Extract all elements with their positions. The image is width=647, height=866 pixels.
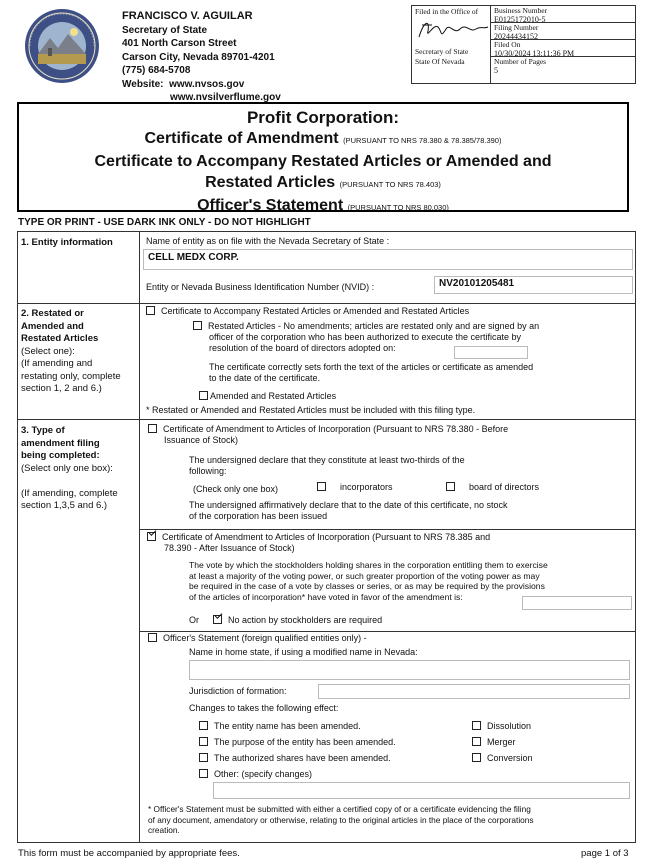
- filed-on-label: Filed On: [494, 40, 521, 49]
- amended-restated-checkbox[interactable]: [199, 391, 208, 400]
- title-line-2: Certificate of Amendment: [144, 130, 339, 147]
- row-divider-3: [139, 529, 636, 530]
- row-divider-1: [17, 303, 636, 304]
- before-issuance-checkbox[interactable]: [148, 424, 157, 433]
- section-1-label: 1. Entity information: [21, 237, 113, 248]
- section-3-labels: 3. Type of amendment filing being completed: (Select only one box): (If amending, complete section 1,3,5 and 6.): [21, 425, 118, 511]
- change-shares-checkbox[interactable]: [199, 753, 208, 762]
- change-name-checkbox[interactable]: [199, 721, 208, 730]
- after-issuance-checkbox[interactable]: [147, 532, 156, 541]
- title-line-2-note: (PURSUANT TO NRS 78.380 & 78.385/78.390): [343, 136, 502, 145]
- incorporators-option[interactable]: incorporators: [317, 482, 393, 493]
- filing-number-label: Filing Number: [494, 23, 539, 32]
- state-label: State Of Nevada: [415, 57, 465, 66]
- declare-text: The undersigned declare that they constitute at least two-thirds of the following:: [189, 455, 465, 476]
- form-title-box: [17, 102, 629, 212]
- no-action-checkbox[interactable]: [213, 615, 222, 624]
- officer-statement-option[interactable]: Officer's Statement (foreign qualified entities only) -: [148, 633, 367, 644]
- title-line-4-note: (PURSUANT TO NRS 78.403): [339, 180, 441, 189]
- check-only-one-text: (Check only one box): [193, 484, 279, 494]
- nevada-state-seal: [24, 8, 100, 84]
- row-divider-4: [139, 631, 636, 632]
- board-checkbox[interactable]: [446, 482, 455, 491]
- board-option[interactable]: board of directors: [446, 482, 539, 493]
- board-resolution-date-field[interactable]: [454, 346, 528, 359]
- website-link-1[interactable]: www.nvsos.gov: [169, 78, 245, 90]
- restated-main-option[interactable]: Certificate to Accompany Restated Articles or Amended and Restated Articles: [146, 306, 469, 317]
- column-divider: [139, 231, 140, 843]
- home-name-label: Name in home state, if using a modified name in Nevada:: [189, 647, 418, 657]
- filing-number: 20244434152: [494, 31, 538, 41]
- jurisdiction-label: Jurisdiction of formation:: [189, 686, 287, 696]
- no-action-option[interactable]: Or No action by stockholders are required: [189, 615, 383, 625]
- business-number: E0125172010-5: [494, 14, 546, 24]
- signature-graphic: [416, 17, 490, 43]
- filed-in-label: Filed in the Office of: [415, 7, 479, 16]
- merger-checkbox[interactable]: [472, 737, 481, 746]
- pages-label: Number of Pages: [494, 57, 547, 66]
- filed-on: 10/30/2024 13:11:36 PM: [494, 48, 575, 58]
- entity-name-label: Name of entity as on file with the Nevada Secretary of State :: [146, 236, 390, 246]
- officer-statement-checkbox[interactable]: [148, 633, 157, 642]
- title-line-5: Officer's Statement: [197, 197, 344, 214]
- other-changes-field[interactable]: [213, 782, 630, 799]
- change-name-option[interactable]: The entity name has been amended.: [199, 718, 396, 734]
- amended-restated-option[interactable]: Amended and Restated Articles: [199, 391, 336, 402]
- section-2-footnote: * Restated or Amended and Restated Articles must be included with this filing type.: [146, 405, 476, 415]
- affirm-text: The undersigned affirmatively declare that to the date of this certificate, no stock of the corporation has been issued: [189, 500, 508, 521]
- business-number-label: Business Number: [494, 6, 548, 15]
- secretary-title: Secretary of State: [122, 24, 208, 36]
- home-name-field[interactable]: [189, 660, 630, 680]
- incorporators-checkbox[interactable]: [317, 482, 326, 491]
- agency-header: [122, 10, 281, 105]
- section-2-labels: 2. Restated or Amended and Restated Articles (Select one): (If amending and restating only, complete section 1, 2 and 6.): [21, 308, 121, 394]
- nvid-value: NV20101205481: [439, 278, 515, 289]
- address-line-1: 401 North Carson Street: [122, 38, 237, 49]
- website-label: Website:: [122, 78, 164, 90]
- title-line-3: Certificate to Accompany Restated Articles or Amended and: [94, 153, 552, 170]
- row-divider-2: [17, 419, 636, 420]
- entity-name-value: CELL MEDX CORP.: [148, 252, 239, 263]
- phone: (775) 684-5708: [122, 65, 191, 76]
- change-other-checkbox[interactable]: [199, 769, 208, 778]
- ink-instruction: TYPE OR PRINT - USE DARK INK ONLY - DO NOT HIGHLIGHT: [18, 217, 311, 228]
- entity-name-field[interactable]: [143, 249, 633, 270]
- changes-label: Changes to takes the following effect:: [189, 703, 339, 713]
- address-line-2: Carson City, Nevada 89701-4201: [122, 51, 275, 63]
- fee-notice: This form must be accompanied by appropriate fees.: [18, 848, 240, 859]
- change-purpose-option[interactable]: The purpose of the entity has been amended.: [199, 734, 396, 750]
- change-other-option[interactable]: Other: (specify changes): [199, 766, 396, 782]
- vote-text: The vote by which the stockholders holding shares in the corporation entitling them to exercise at least a majority of the voting power, or such greater proportion of the voting power as may be required in the case of a vote by classes or series, or as may be required by the provisions of the articles of incorporation* have voted in favor of the amendment is:: [189, 560, 548, 602]
- page-number: page 1 of 3: [581, 848, 629, 859]
- title-line-1: Profit Corporation:: [246, 108, 400, 127]
- after-issuance-option[interactable]: Certificate of Amendment to Articles of Incorporation (Pursuant to NRS 78.385 and 78.390 - After Issuance of Stock): [147, 532, 490, 554]
- conversion-option[interactable]: Conversion: [472, 750, 533, 766]
- restated-articles-checkbox[interactable]: [193, 321, 202, 330]
- secretary-of-state-label: Secretary of State: [415, 47, 469, 56]
- jurisdiction-field[interactable]: [318, 684, 630, 699]
- title-line-4: Restated Articles: [205, 174, 336, 191]
- nvid-label: Entity or Nevada Business Identification Number (NVID) :: [146, 282, 375, 292]
- restated-articles-option[interactable]: Restated Articles - No amendments; articles are restated only and are signed by an officer of the corporation who has been authorized to execute the certificate by resolution of the board of directors adopted on:: [193, 321, 539, 354]
- effect-options: [472, 718, 533, 766]
- changes-options: [199, 718, 396, 782]
- certificate-text: The certificate correctly sets forth the text of the articles or certificate as amended to the date of the certificate.: [209, 362, 534, 383]
- before-issuance-option[interactable]: Certificate of Amendment to Articles of Incorporation (Pursuant to NRS 78.380 - Before Issuance of Stock): [148, 424, 508, 446]
- dissolution-option[interactable]: Dissolution: [472, 718, 533, 734]
- title-line-5-note: (PURSUANT TO NRS 80.030): [347, 203, 449, 212]
- pages-count: 5: [494, 65, 498, 75]
- vote-percentage-field[interactable]: [522, 596, 632, 610]
- secretary-name: FRANCISCO V. AGUILAR: [122, 10, 253, 22]
- change-purpose-checkbox[interactable]: [199, 737, 208, 746]
- change-shares-option[interactable]: The authorized shares have been amended.: [199, 750, 396, 766]
- dissolution-checkbox[interactable]: [472, 721, 481, 730]
- conversion-checkbox[interactable]: [472, 753, 481, 762]
- website-link-2[interactable]: www.nvsilverflume.gov: [170, 92, 281, 103]
- restated-main-checkbox[interactable]: [146, 306, 155, 315]
- filing-stamp: [411, 5, 636, 84]
- nvid-field[interactable]: [434, 276, 633, 294]
- officer-footnote: * Officer's Statement must be submitted with either a certified copy of or a certificate evidencing the filing of any document, amendatory or otherwise, relating to the original articles in the place of the corporations creation.: [148, 804, 534, 835]
- merger-option[interactable]: Merger: [472, 734, 533, 750]
